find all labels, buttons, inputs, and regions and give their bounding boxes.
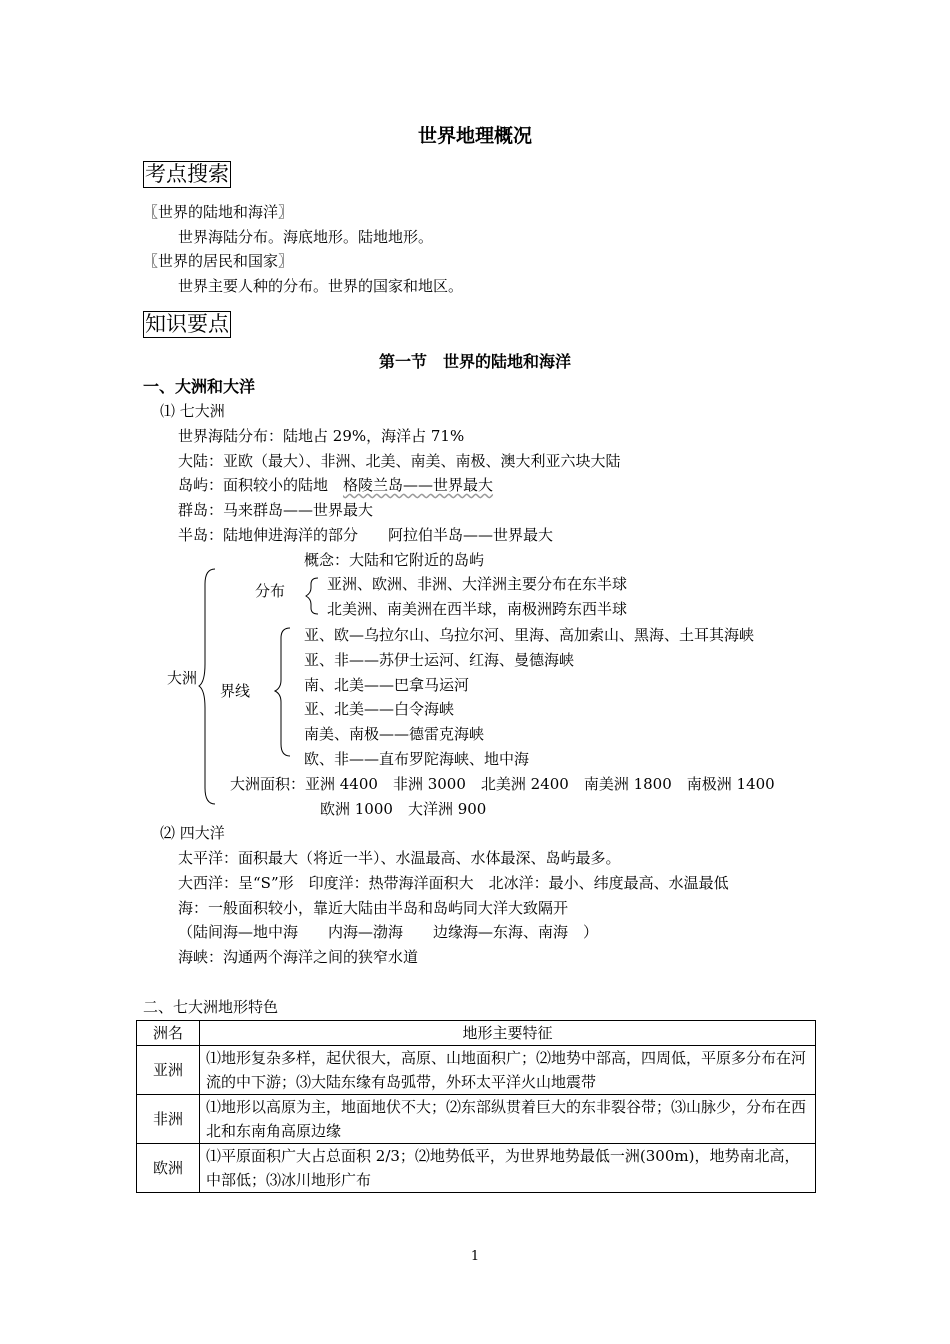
diagram-distribution-2: 北美洲、南美洲在西半球，南极洲跨东西半球 (327, 600, 628, 618)
brace-distribution (306, 578, 318, 614)
text-line: 世界海陆分布：陆地占 29%，海洋占 71% (178, 427, 465, 445)
search-category-1: 〖世界的陆地和海洋〗 (143, 203, 294, 221)
table-cell-name: 欧洲 (137, 1144, 200, 1193)
diagram-boundary-label: 界线 (220, 682, 251, 700)
diagram-area-1: 大洲面积：亚洲 4400 非洲 3000 北美洲 2400 南美洲 1800 南极洲 1400 (230, 775, 775, 793)
table-cell-desc: ⑴地形复杂多样，起伏很大，高原、山地面积广；⑵地势中部高，四周低，平原多分布在河流的中下游；⑶大陆东缘有岛弧带，外环太平洋火山地震带 (200, 1046, 816, 1095)
part-heading-2: 二、七大洲地形特色 (143, 998, 279, 1016)
brace-root (199, 569, 215, 804)
diagram-boundary-3: 南、北美——巴拿马运河 (304, 676, 470, 694)
table-row (137, 1095, 816, 1144)
diagram-distribution-1: 亚洲、欧洲、非洲、大洋洲主要分布在东半球 (327, 575, 628, 593)
text-line: 半岛：陆地伸进海洋的部分 阿拉伯半岛——世界最大 (178, 526, 554, 544)
table-cell-desc: ⑴平原面积广大占总面积 2/3；⑵地势低平，为世界地势最低一洲(300m)，地势南北高，中部低；⑶冰川地形广布 (200, 1144, 816, 1193)
table-cell-name: 亚洲 (137, 1046, 200, 1095)
table-cell-desc: ⑴地形以高原为主，地面地伏不大；⑵东部纵贯着巨大的东非裂谷带；⑶山脉少，分布在西北和东南角高原边缘 (200, 1095, 816, 1144)
text-line: 大陆：亚欧（最大）、非洲、北美、南美、南极、澳大利亚六块大陆 (178, 452, 621, 470)
table-cell-name: 非洲 (137, 1095, 200, 1144)
table-row (137, 1144, 816, 1193)
search-items-2: 世界主要人种的分布。世界的国家和地区。 (178, 277, 464, 295)
diagram-distribution-label: 分布 (255, 582, 286, 600)
ocean-line: 大西洋：呈“S”形 印度洋：热带海洋面积大 北冰洋：最小、纬度最高、水温最低 (178, 874, 729, 892)
table-row (137, 1046, 816, 1095)
ocean-line: 太平洋：面积最大（将近一半）、水温最高、水体最深、岛屿最多。 (178, 849, 621, 867)
ocean-line: （陆间海—地中海 内海—渤海 边缘海—东海、南海 ） (178, 923, 599, 941)
sub-heading-continents: ⑴ 七大洲 (160, 402, 225, 420)
page-number: 1 (470, 1249, 480, 1264)
islands-largest: 格陵兰岛——世界最大 (343, 476, 494, 494)
text-line: 群岛：马来群岛——世界最大 (178, 501, 374, 519)
part-heading-1: 一、大洲和大洋 (143, 377, 256, 396)
diagram-concept: 概念：大陆和它附近的岛屿 (304, 551, 485, 569)
table-header-row (137, 1021, 816, 1046)
search-category-2: 〖世界的居民和国家〗 (143, 252, 294, 270)
table-header-name: 洲名 (137, 1021, 200, 1046)
diagram-root-label: 大洲 (167, 669, 198, 687)
diagram-area-2: 欧洲 1000 大洋洲 900 (320, 800, 487, 818)
diagram-boundary-2: 亚、非——苏伊士运河、红海、曼德海峡 (304, 651, 575, 669)
diagram-boundary-6: 欧、非——直布罗陀海峡、地中海 (304, 750, 530, 768)
document-title: 世界地理概况 (417, 125, 532, 147)
table-header-feature: 地形主要特征 (200, 1021, 816, 1046)
heading-search: 考点搜索 (145, 162, 229, 186)
diagram-boundary-1: 亚、欧—乌拉尔山、乌拉尔河、里海、高加索山、黑海、土耳其海峡 (304, 626, 755, 644)
heading-knowledge: 知识要点 (145, 312, 229, 336)
brace-boundary (275, 628, 290, 756)
ocean-line: 海：一般面积较小，靠近大陆由半岛和岛屿同大洋大致隔开 (178, 899, 569, 917)
terrain-table (136, 1020, 816, 1193)
section-title: 第一节 世界的陆地和海洋 (378, 352, 571, 371)
search-items-1: 世界海陆分布。海底地形。陆地地形。 (178, 228, 434, 246)
diagram-boundary-4: 亚、北美——白令海峡 (304, 700, 455, 718)
diagram-boundary-5: 南美、南极——德雷克海峡 (304, 725, 485, 743)
sub-heading-oceans: ⑵ 四大洋 (160, 824, 225, 842)
ocean-line: 海峡：沟通两个海洋之间的狭窄水道 (178, 948, 419, 966)
islands-definition: 岛屿：面积较小的陆地 (178, 476, 344, 494)
